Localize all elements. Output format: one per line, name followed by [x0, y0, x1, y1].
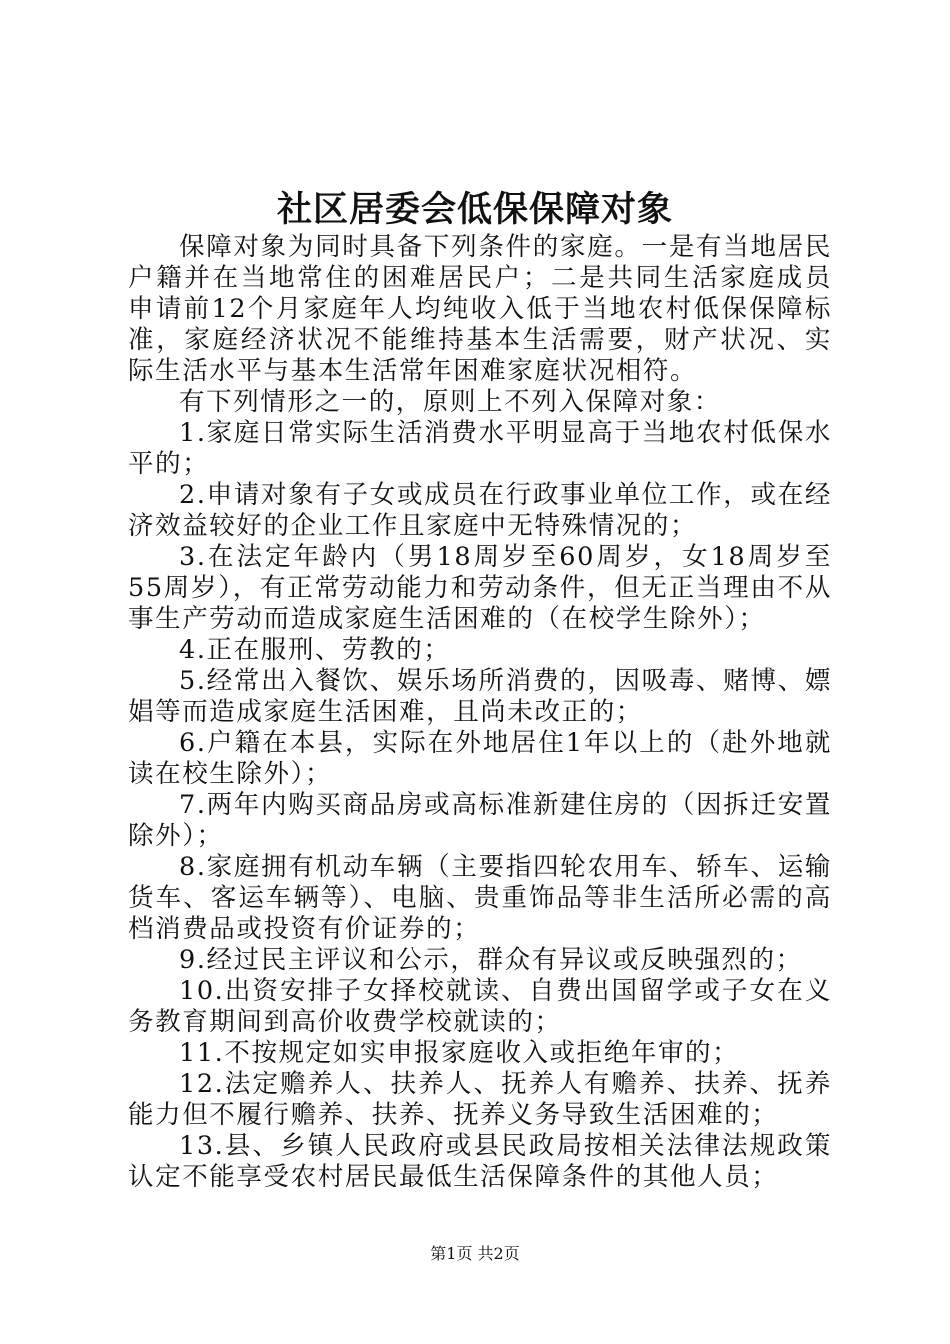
document-body [128, 232, 832, 1193]
list-item-11: 11.不按规定如实申报家庭收入或拒绝年审的； [179, 1038, 740, 1068]
list-item-3: 3.在法定年龄内（男18周岁至60周岁，女18周岁至55周岁），有正常劳动能力和劳动条件，但无正当理由不从事生产劳动而造成家庭生活困难的（在校学生除外）； [128, 542, 832, 634]
paragraph-exclusion-lead: 有下列情形之一的，原则上不列入保障对象： [179, 387, 722, 417]
list-item-4: 4.正在服刑、劳教的； [179, 635, 451, 665]
list-item-12: 12.法定赡养人、扶养人、抚养人有赡养、扶养、抚养能力但不履行赡养、扶养、抚养义务导致生活困难的； [128, 1069, 832, 1130]
list-item-5: 5.经常出入餐饮、娱乐场所消费的，因吸毒、赌博、嫖娼等而造成家庭生活困难，且尚未改正的； [128, 666, 832, 727]
list-item-7: 7.两年内购买商品房或高标准新建住房的（因拆迁安置除外）； [128, 790, 832, 851]
list-item-9: 9.经过民主评议和公示，群众有异议或反映强烈的； [179, 945, 803, 975]
list-item-13: 13.县、乡镇人民政府或县民政局按相关法律法规政策认定不能享受农村居民最低生活保障条件的其他人员； [128, 1131, 832, 1192]
paragraph-intro: 保障对象为同时具备下列条件的家庭。一是有当地居民户籍并在当地常住的困难居民户；二是共同生活家庭成员申请前12个月家庭年人均纯收入低于当地农村低保保障标准，家庭经济状况不能维持基本生活需要，财产状况、实际生活水平与基本生活常年困难家庭状况相符。 [128, 232, 832, 386]
list-item-1: 1.家庭日常实际生活消费水平明显高于当地农村低保水平的； [128, 418, 832, 479]
page-footer: 第1页 共2页 [430, 1244, 520, 1263]
list-item-2: 2.申请对象有子女或成员在行政事业单位工作，或在经济效益较好的企业工作且家庭中无特殊情况的； [128, 480, 832, 541]
list-item-6: 6.户籍在本县，实际在外地居住1年以上的（赴外地就读在校生除外）； [128, 728, 832, 789]
document-title: 社区居委会低保保障对象 [276, 189, 673, 230]
list-item-10: 10.出资安排子女择校就读、自费出国留学或子女在义务教育期间到高价收费学校就读的； [128, 976, 832, 1037]
list-item-8: 8.家庭拥有机动车辆（主要指四轮农用车、轿车、运输货车、客运车辆等）、电脑、贵重饰品等非生活所必需的高档消费品或投资有价证券的； [128, 852, 832, 944]
